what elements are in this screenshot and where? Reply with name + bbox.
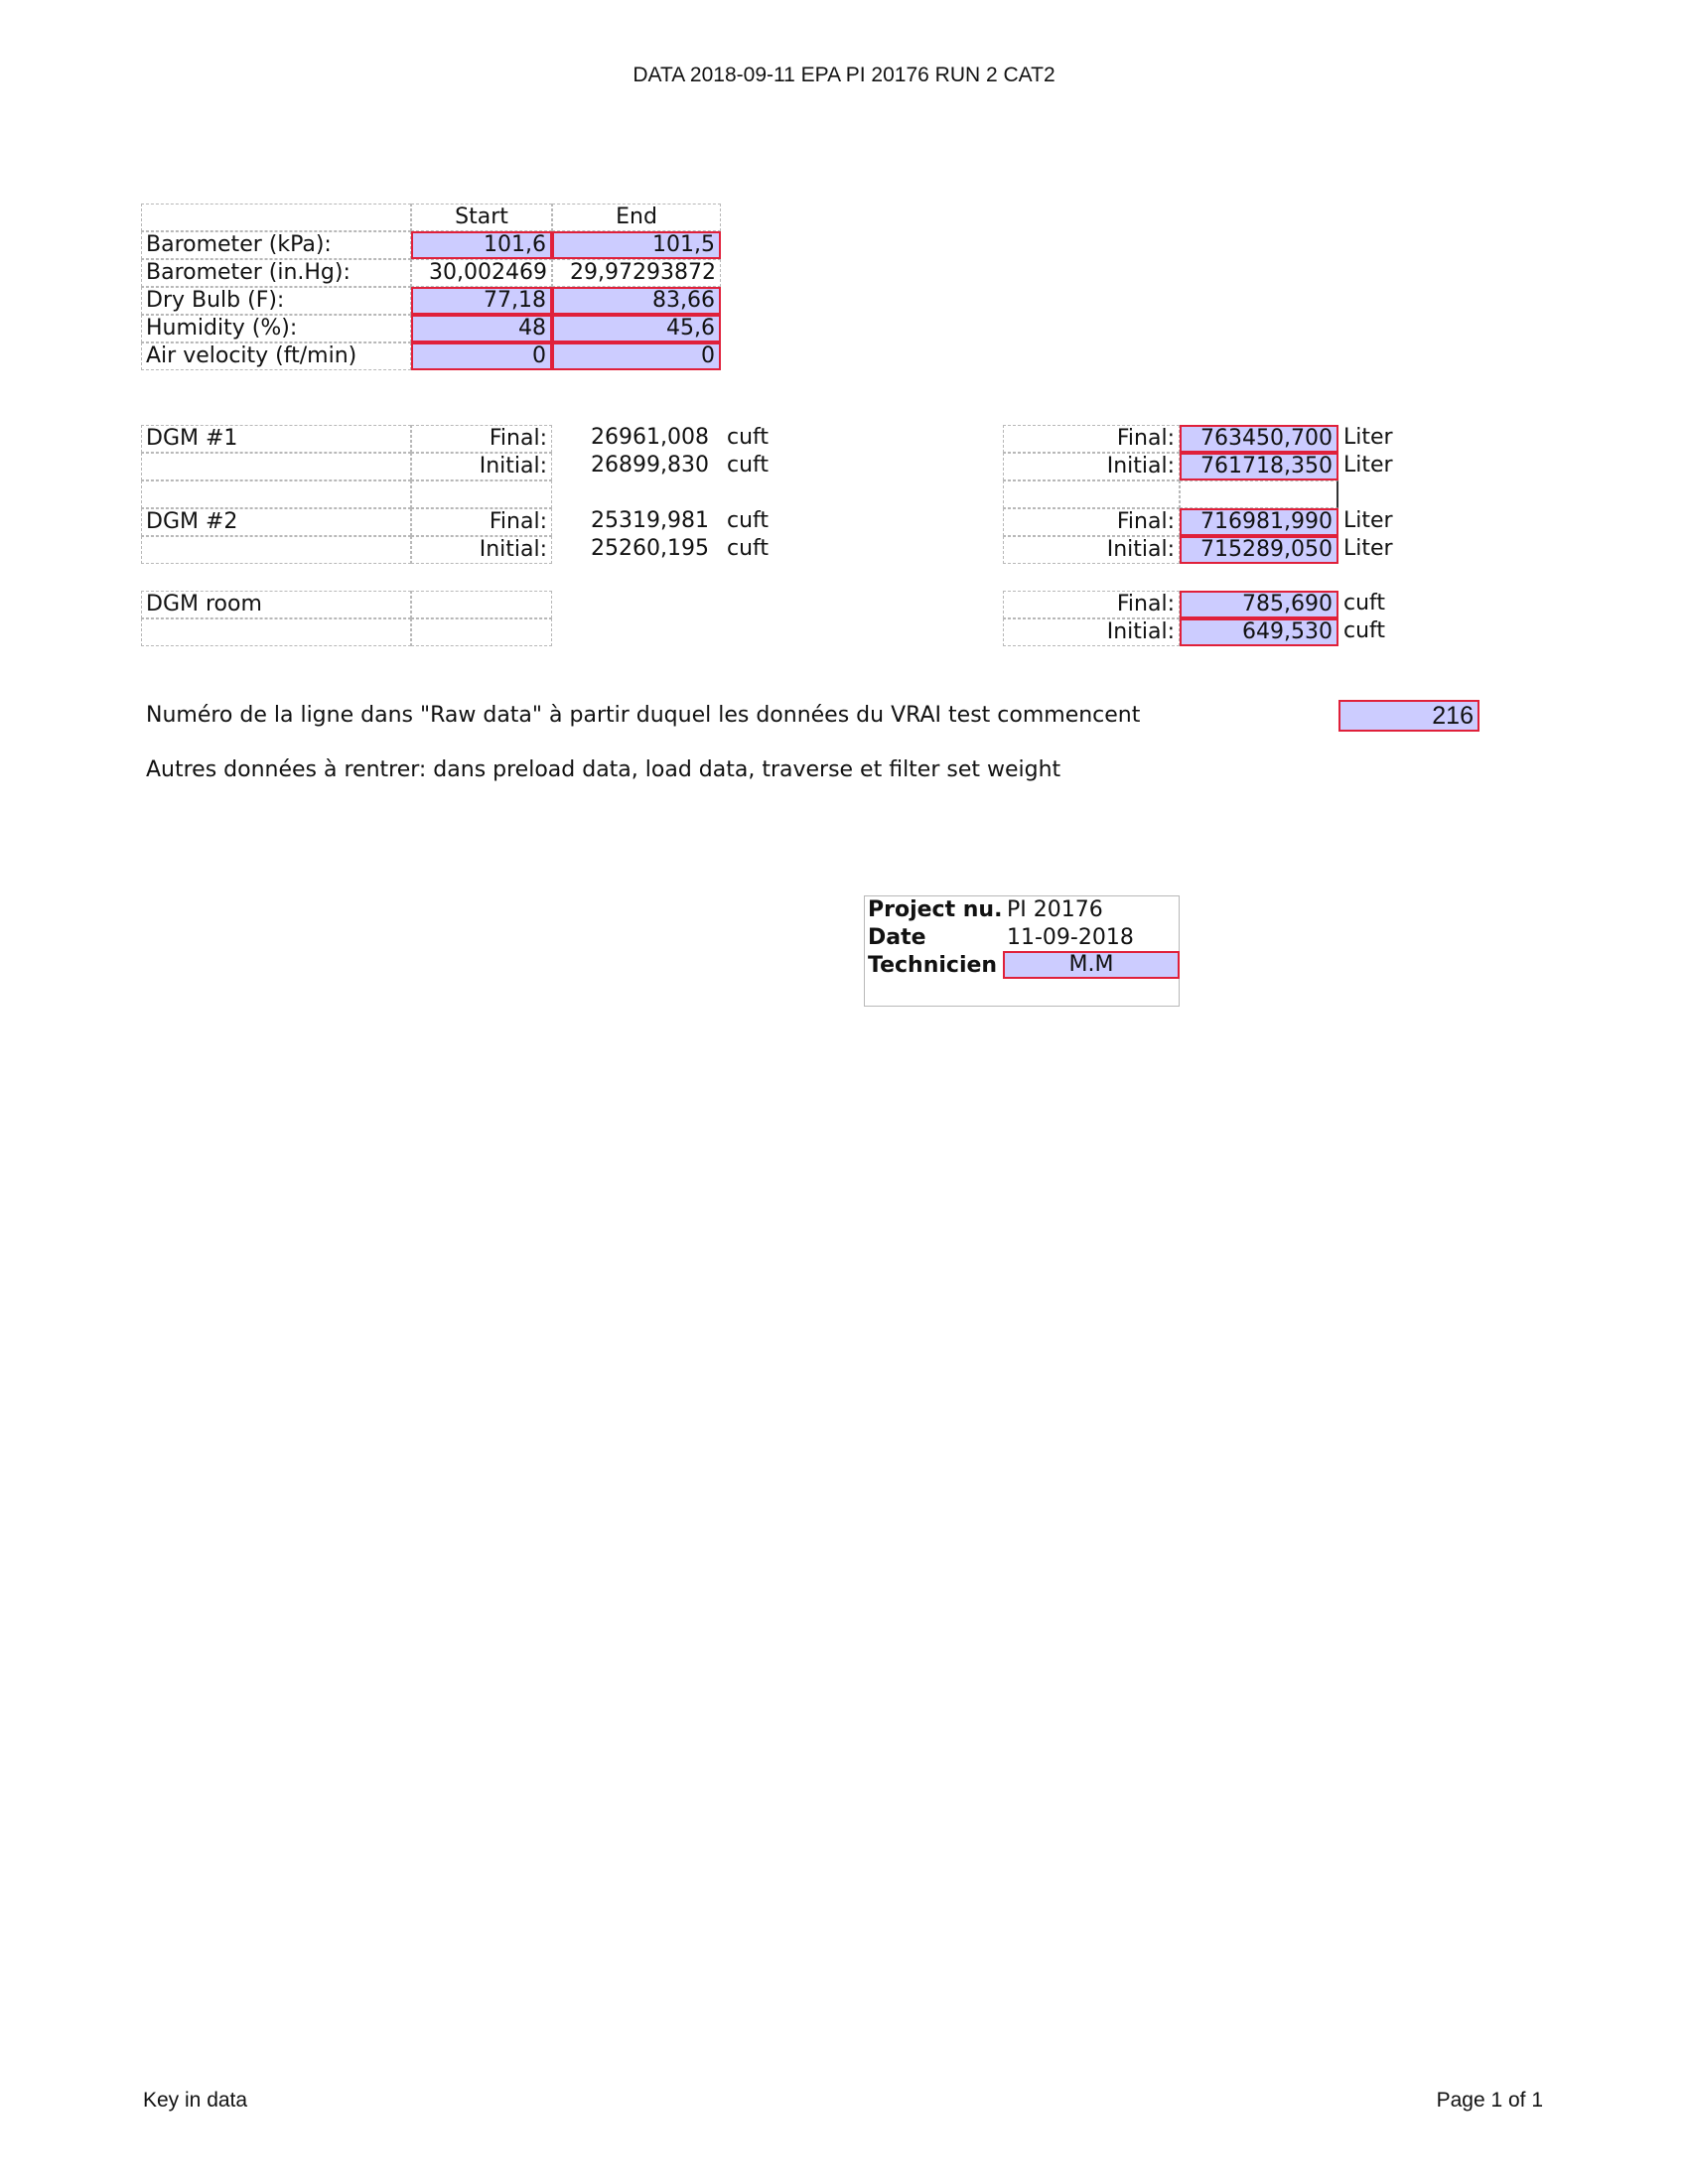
dgm2-initial-label: Initial: (411, 536, 552, 564)
dgm-room-blank-1 (141, 618, 411, 646)
project-value: PI 20176 (1007, 897, 1103, 922)
dgm2-final-label: Final: (411, 508, 552, 536)
dry-bulb-start-input[interactable]: 77,18 (411, 287, 552, 315)
barometer-kpa-label: Barometer (kPa): (141, 231, 411, 259)
dgm1-final-unit: cuft (727, 425, 770, 450)
barometer-kpa-start-input[interactable]: 101,6 (411, 231, 552, 259)
dgm2-final-value: 25319,981 (591, 508, 709, 533)
room-initial-label: Initial: (1003, 618, 1180, 646)
barometer-inhg-end: 29,97293872 (552, 259, 721, 287)
technician-label: Technicien (868, 953, 998, 978)
dgm2-liter-initial-label: Initial: (1003, 536, 1180, 564)
humidity-start-input[interactable]: 48 (411, 315, 552, 342)
dgm1-name: DGM #1 (141, 425, 411, 453)
ambient-corner (141, 204, 411, 231)
dgm-spacer-mid (411, 480, 552, 508)
air-velocity-start-input[interactable]: 0 (411, 342, 552, 370)
dgm1-liter-final-input[interactable]: 763450,700 (1180, 425, 1338, 453)
dgm2-liter-final-label: Final: (1003, 508, 1180, 536)
barometer-inhg-start: 30,002469 (411, 259, 552, 287)
dry-bulb-label: Dry Bulb (F): (141, 287, 411, 315)
page-title: DATA 2018-09-11 EPA PI 20176 RUN 2 CAT2 (633, 64, 1055, 86)
dgm-room-cell (411, 591, 552, 618)
footer-key-in-data: Key in data (143, 2089, 248, 2112)
dgm1-liter-final-unit: Liter (1343, 425, 1393, 450)
footer-page-number: Page 1 of 1 (1436, 2089, 1543, 2112)
dgm1-initial-value: 26899,830 (591, 453, 709, 478)
dgm2-liter-final-input[interactable]: 716981,990 (1180, 508, 1338, 536)
dry-bulb-end-input[interactable]: 83,66 (552, 287, 721, 315)
barometer-kpa-end-input[interactable]: 101,5 (552, 231, 721, 259)
humidity-end-input[interactable]: 45,6 (552, 315, 721, 342)
air-velocity-label: Air velocity (ft/min) (141, 342, 411, 370)
dgm-room-blank-2 (411, 618, 552, 646)
dgm2-name: DGM #2 (141, 508, 411, 536)
air-velocity-end-input[interactable]: 0 (552, 342, 721, 370)
row-start-input[interactable]: 216 (1338, 700, 1479, 732)
dgm1-final-label: Final: (411, 425, 552, 453)
room-final-label: Final: (1003, 591, 1180, 618)
other-data-instruction: Autres données à rentrer: dans preload data, load data, traverse et filter set weight (146, 757, 1061, 782)
dgm-spacer-left (141, 480, 411, 508)
dgm1-final-value: 26961,008 (591, 425, 709, 450)
ambient-col-start: Start (411, 204, 552, 231)
row-start-instruction: Numéro de la ligne dans "Raw data" à partir duquel les données du VRAI test commencent (146, 703, 1141, 728)
dgm2-liter-initial-unit: Liter (1343, 536, 1393, 561)
dgm1-liter-initial-label: Initial: (1003, 453, 1180, 480)
dgm1-liter-initial-input[interactable]: 761718,350 (1180, 453, 1338, 480)
dgm1-initial-unit: cuft (727, 453, 770, 478)
room-initial-input[interactable]: 649,530 (1180, 618, 1338, 646)
barometer-inhg-label: Barometer (in.Hg): (141, 259, 411, 287)
technician-input[interactable]: M.M (1003, 951, 1180, 979)
date-value: 11-09-2018 (1007, 925, 1134, 950)
dgm2-final-unit: cuft (727, 508, 770, 533)
dgm1-liter-initial-unit: Liter (1343, 453, 1393, 478)
dgm-room-name: DGM room (141, 591, 411, 618)
dgm-right-spacer-1 (1003, 480, 1180, 508)
humidity-label: Humidity (%): (141, 315, 411, 342)
dgm1-initial-label: Initial: (411, 453, 552, 480)
project-label: Project nu. (868, 897, 1003, 922)
dgm2-blank (141, 536, 411, 564)
dgm2-liter-initial-input[interactable]: 715289,050 (1180, 536, 1338, 564)
dgm1-liter-final-label: Final: (1003, 425, 1180, 453)
ambient-col-end: End (552, 204, 721, 231)
dgm1-blank (141, 453, 411, 480)
dgm2-initial-unit: cuft (727, 536, 770, 561)
dgm-right-spacer-2 (1180, 480, 1338, 508)
dgm2-liter-final-unit: Liter (1343, 508, 1393, 533)
room-final-unit: cuft (1343, 591, 1386, 615)
room-initial-unit: cuft (1343, 618, 1386, 643)
room-final-input[interactable]: 785,690 (1180, 591, 1338, 618)
date-label: Date (868, 925, 926, 950)
dgm2-initial-value: 25260,195 (591, 536, 709, 561)
